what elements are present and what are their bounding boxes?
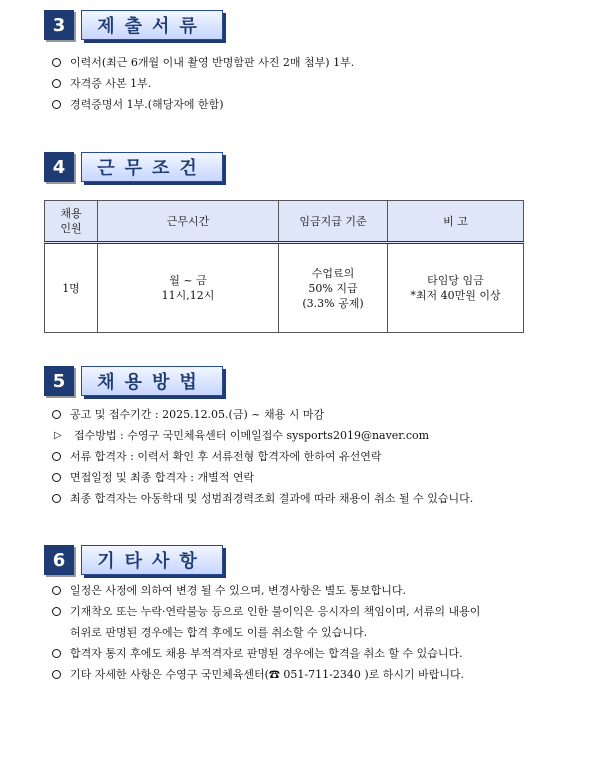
header-hours: 근무시간 — [98, 201, 279, 243]
section-number: 5 — [44, 366, 74, 396]
cell-count: 1명 — [45, 243, 98, 333]
list-item: 일정은 사정에 의하여 변경 될 수 있으며, 변경사항은 별도 통보합니다. — [52, 580, 480, 601]
list-item: 기타 자세한 사항은 수영구 국민체육센터(☎ 051-711-2340 )로 하시기 바랍니다. — [52, 664, 480, 685]
list-item: 자격증 사본 1부. — [52, 73, 354, 94]
list-item: 최종 합격자는 아동학대 및 성범죄경력조회 결과에 따라 채용이 취소 될 수 있습니다. — [52, 488, 473, 509]
circle-bullet-icon — [52, 410, 61, 419]
circle-bullet-icon — [52, 473, 61, 482]
section-number: 4 — [44, 152, 74, 182]
conditions-table — [44, 200, 524, 333]
list-item: 공고 및 접수기간 : 2025.12.05.(금) ~ 채용 시 마감 — [52, 404, 473, 425]
list-item-continuation: 허위로 판명된 경우에는 합격 후에도 이를 취소할 수 있습니다. — [70, 626, 368, 639]
method-list — [52, 404, 473, 509]
docs-list — [52, 52, 354, 115]
cell-note: 타임당 임금 *최저 40만원 이상 — [388, 243, 524, 333]
table-row — [45, 243, 524, 333]
list-sub-item: ▷ 접수방법 : 수영구 국민체육센터 이메일접수 sysports2019@naver.com — [52, 425, 473, 446]
header-count: 채용 인원 — [45, 201, 98, 243]
header-note: 비 고 — [388, 201, 524, 243]
circle-bullet-icon — [52, 670, 61, 679]
section-number: 3 — [44, 10, 74, 40]
triangle-bullet-icon: ▷ — [54, 430, 62, 441]
circle-bullet-icon — [52, 79, 61, 88]
circle-bullet-icon — [52, 452, 61, 461]
section-title: 채용방법 — [81, 366, 223, 396]
list-item: 경력증명서 1부.(해당자에 한함) — [52, 94, 354, 115]
section-title: 제출서류 — [81, 10, 223, 40]
circle-bullet-icon — [52, 494, 61, 503]
etc-list — [52, 580, 480, 685]
circle-bullet-icon — [52, 586, 61, 595]
list-item: 기재착오 또는 누락·연락불능 등으로 인한 불이익은 응시자의 책임이며, 서류의 내용이 — [52, 601, 480, 622]
circle-bullet-icon — [52, 607, 61, 616]
circle-bullet-icon — [52, 58, 61, 67]
section-header-conditions — [44, 152, 223, 182]
circle-bullet-icon — [52, 100, 61, 109]
circle-bullet-icon — [52, 649, 61, 658]
list-item: 면접일정 및 최종 합격자 : 개별적 연락 — [52, 467, 473, 488]
list-item: 이력서(최근 6개월 이내 촬영 반명함판 사진 2매 첨부) 1부. — [52, 52, 354, 73]
section-number: 6 — [44, 545, 74, 575]
section-header-etc — [44, 545, 223, 575]
section-title: 기타사항 — [81, 545, 223, 575]
section-title: 근무조건 — [81, 152, 223, 182]
section-header-method — [44, 366, 223, 396]
list-item: 합격자 통지 후에도 채용 부적격자로 판명된 경우에는 합격을 취소 할 수 있습니다. — [52, 643, 480, 664]
list-item: 서류 합격자 : 이력서 확인 후 서류전형 합격자에 한하여 유선연락 — [52, 446, 473, 467]
header-wage: 임금지급 기준 — [279, 201, 388, 243]
cell-hours: 월 ~ 금 11시,12시 — [98, 243, 279, 333]
section-header-docs — [44, 10, 223, 40]
cell-wage: 수업료의 50% 지급 (3.3% 공제) — [279, 243, 388, 333]
